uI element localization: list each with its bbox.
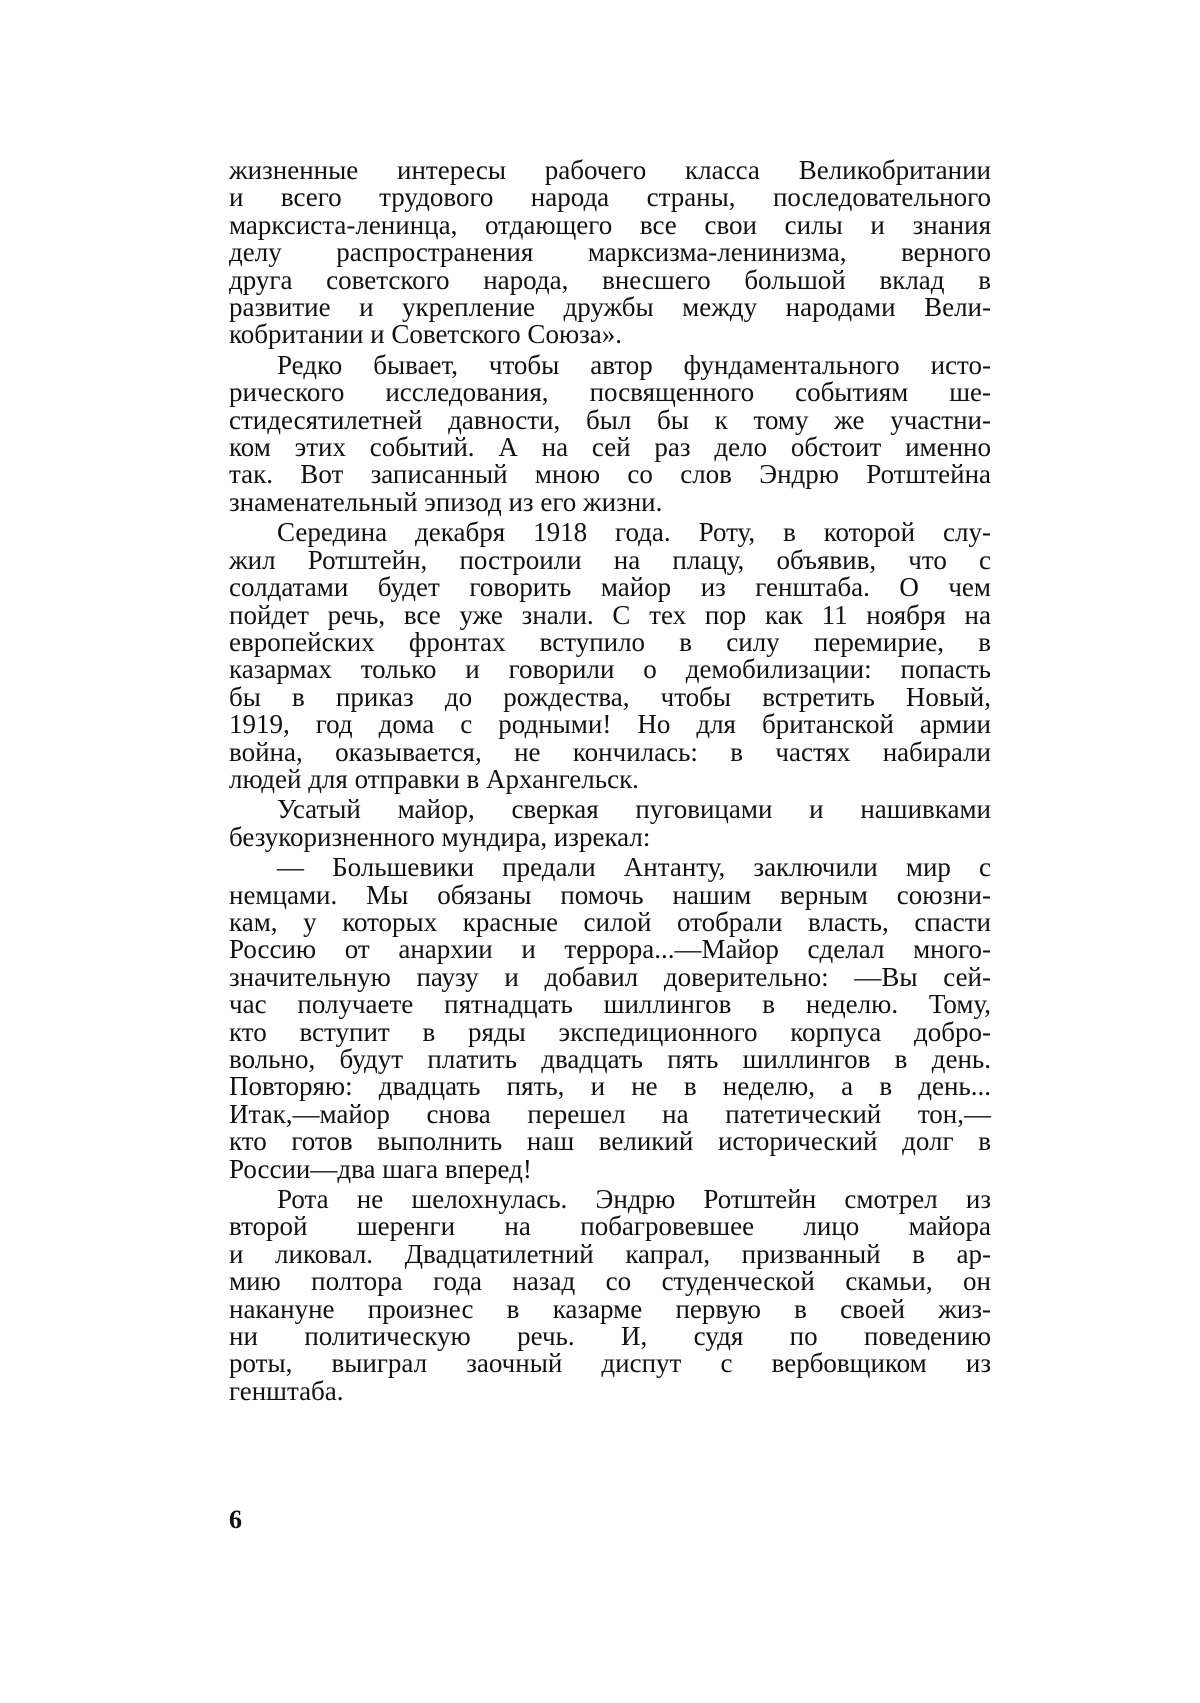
text-line: 1919, год дома с родными! Но для британской армии [229, 709, 991, 740]
text-line: — Большевики предали Антанту, заключили мир с [277, 852, 991, 883]
paragraph [229, 157, 991, 349]
text-line: накануне произнес в казарме первую в своей жиз- [229, 1293, 991, 1324]
page-number: 6 [229, 1505, 242, 1534]
text-line: бы в приказ до рождества, чтобы встретить Новый, [229, 681, 991, 712]
text-line: людей для отправки в Архангельск. [229, 763, 639, 794]
text-line: казармах только и говорили о демобилизации: попасть [229, 654, 991, 685]
text-line: России—два шага вперед! [229, 1153, 532, 1184]
text-line: пойдет речь, все уже знали. С тех пор как 11 ноября на [229, 599, 991, 630]
text-line: безукоризненного мундира, изрекал: [229, 821, 651, 852]
text-line: роты, выиграл заочный диспут с вербовщиком из [229, 1348, 991, 1379]
text-line: кто вступит в ряды экспедиционного корпуса добро- [229, 1016, 991, 1047]
paragraph [229, 1186, 991, 1405]
body-text [229, 157, 991, 1405]
text-line: и всего трудового народа страны, последовательного [229, 182, 991, 213]
text-line: марксиста-ленинца, отдающего все свои силы и знания [229, 209, 991, 240]
text-line: ни политическую речь. И, судя по поведению [229, 1321, 991, 1352]
text-line: делу распространения марксизма-ленинизма, верного [229, 237, 991, 268]
text-line: немцами. Мы обязаны помочь нашим верным союзни- [229, 879, 991, 910]
text-line: стидесятилетней давности, был бы к тому же участни- [229, 404, 991, 435]
text-line: знаменательный эпизод из его жизни. [229, 486, 663, 517]
text-line: рического исследования, посвященного событиям ше- [229, 377, 991, 408]
paragraph [229, 854, 991, 1183]
paragraph [229, 796, 991, 851]
text-line: Редко бывает, чтобы автор фундаментального исто- [277, 349, 991, 380]
text-line: вольно, будут платить двадцать пять шиллингов в день. [229, 1044, 991, 1074]
text-line: жил Ротштейн, построили на плацу, объявив, что с [229, 544, 991, 575]
text-line: Усатый майор, сверкая пуговицами и нашивками [277, 794, 991, 825]
text-line: друга советского народа, внесшего большой вклад в [229, 264, 991, 295]
text-line: жизненные интересы рабочего класса Великобритании [229, 155, 991, 185]
text-line: европейских фронтах вступило в силу перемирие, в [229, 626, 991, 657]
text-line: Повторяю: двадцать пять, и не в неделю, а в день... [229, 1071, 991, 1102]
paragraph [229, 519, 991, 793]
text-line: кам, у которых красные силой отобрали власть, спасти [229, 906, 991, 937]
text-line: час получаете пятнадцать шиллингов в неделю. Тому, [229, 989, 991, 1020]
text-line: Россию от анархии и террора...—Майор сделал много- [229, 934, 991, 965]
text-line: Итак,—майор снова перешел на патетический тон,— [229, 1098, 991, 1129]
text-line: развитие и укрепление дружбы между народами Вели- [229, 292, 991, 323]
text-line: второй шеренги на побагровевшее лицо майора [229, 1211, 991, 1242]
text-line: и ликовал. Двадцатилетний капрал, призванный в ар- [229, 1238, 991, 1269]
text-line: Рота не шелохнулась. Эндрю Ротштейн смотрел из [277, 1184, 991, 1215]
text-line: кто готов выполнить наш великий исторический долг в [229, 1126, 991, 1157]
text-line: так. Вот записанный мною со слов Эндрю Ротштейна [229, 459, 991, 490]
text-line: значительную паузу и добавил доверительно: —Вы сей- [229, 961, 991, 992]
text-line: кобритании и Советского Союза». [229, 319, 623, 350]
text-line: генштаба. [229, 1375, 344, 1406]
text-line: война, оказывается, не кончилась: в частях набирали [229, 736, 991, 767]
text-line: мию полтора года назад со студенческой скамьи, он [229, 1266, 991, 1297]
text-line: ком этих событий. А на сей раз дело обстоит именно [229, 432, 991, 463]
text-line: Середина декабря 1918 года. Роту, в которой слу- [277, 517, 991, 548]
text-line: солдатами будет говорить майор из генштаба. О чем [229, 572, 991, 603]
paragraph [229, 349, 991, 517]
